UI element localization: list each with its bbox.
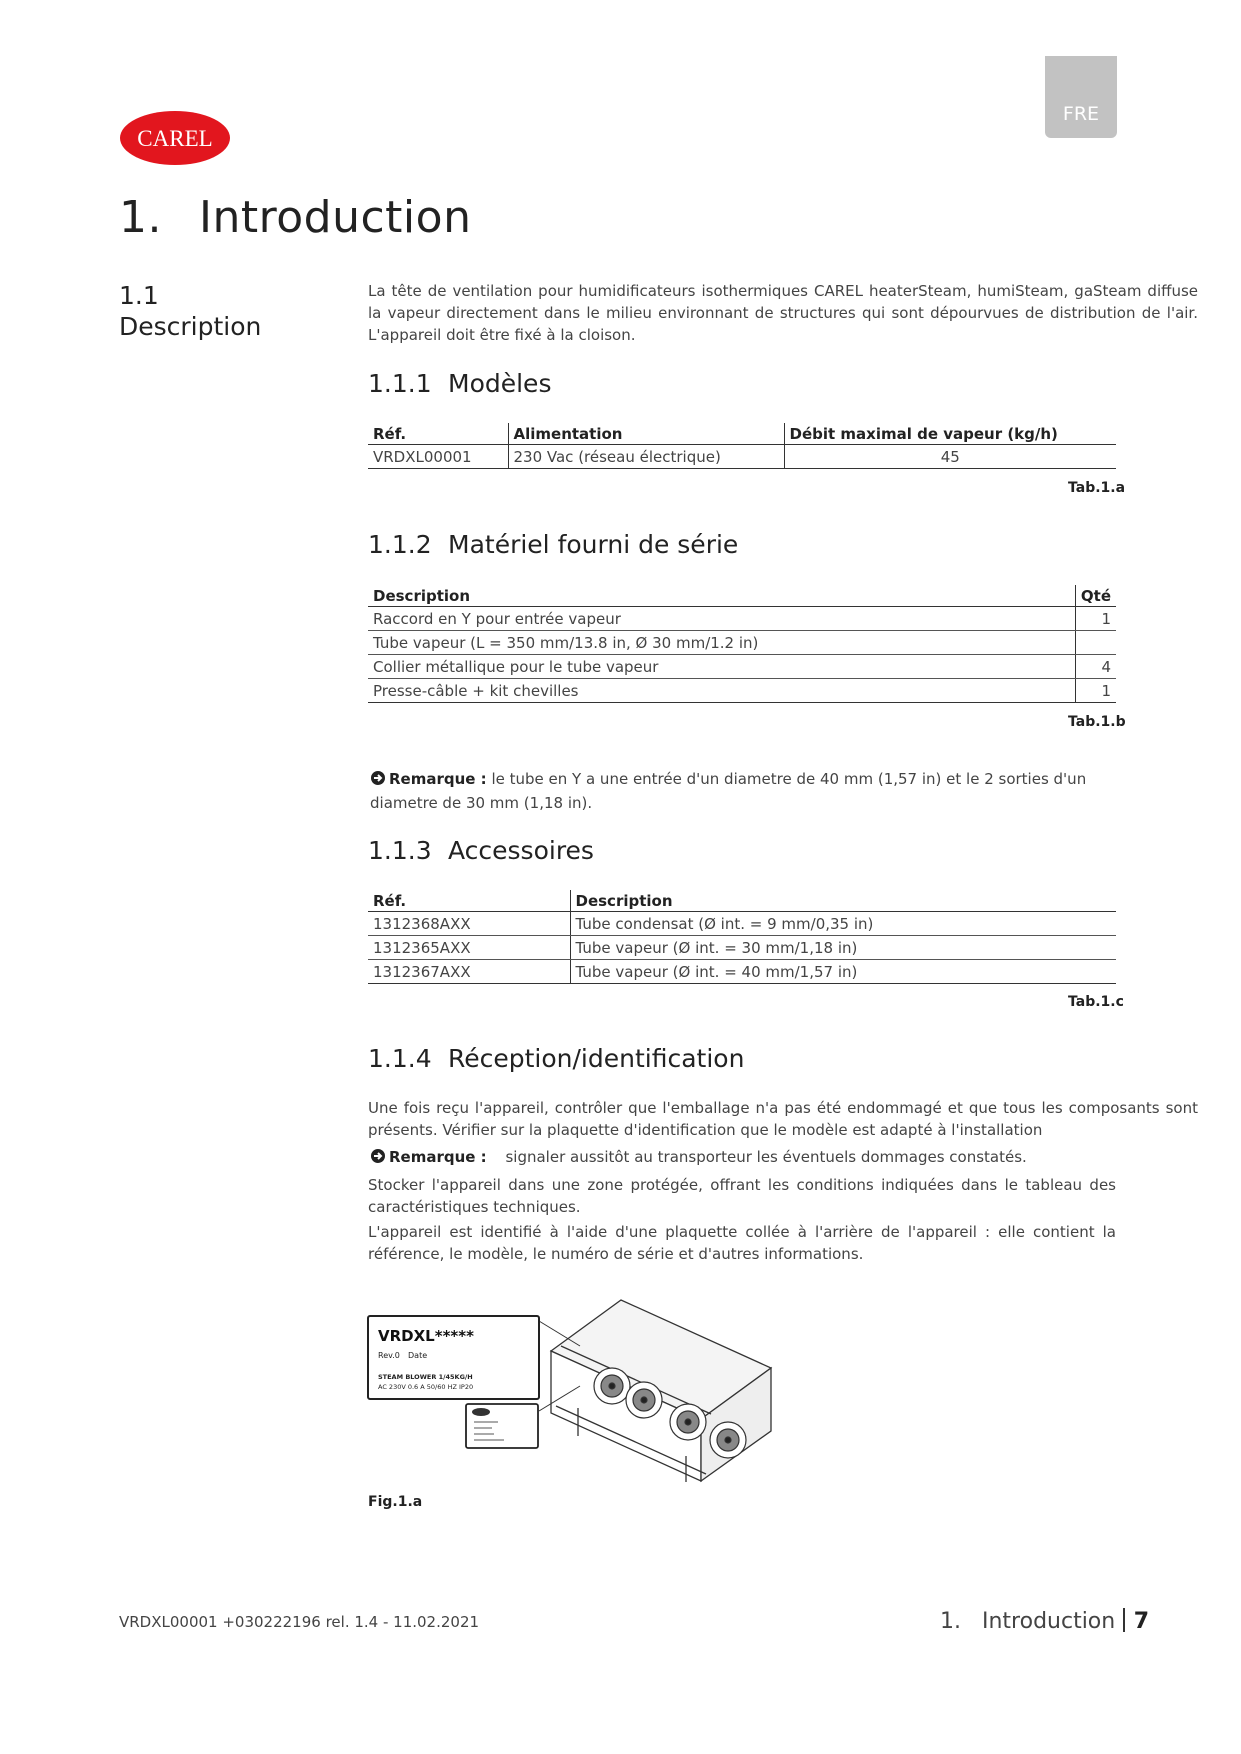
table-header: Description [368,585,1075,607]
section-heading-1-1 [119,280,261,342]
table-header: Réf. [368,423,508,445]
table-cell: VRDXL00001 [368,445,508,469]
table-header: Réf. [368,890,570,912]
table-row [368,936,1116,960]
table-cell [1075,631,1116,655]
table-cell: Tube vapeur (L = 350 mm/13.8 in, Ø 30 mm/1.2 in) [368,631,1075,655]
table-cell: Tube vapeur (Ø int. = 30 mm/1,18 in) [570,936,1116,960]
footer-chapter-number: 1. [940,1609,961,1634]
table-cell: Presse-câble + kit chevilles [368,679,1075,703]
remark-block [370,1146,1120,1170]
label-rev: Rev.0 [378,1351,400,1360]
label-line-2: AC 230V 0.6 A 50/60 HZ IP20 [378,1383,474,1391]
table-cell: 45 [784,445,1116,469]
models-table [368,423,1116,469]
table-cell: 230 Vac (réseau électrique) [508,445,784,469]
section-number: 1.1 [119,281,159,310]
label-line-1: STEAM BLOWER 1/45KG/H [378,1373,473,1381]
accessories-table [368,890,1116,984]
table-header-row [368,585,1116,607]
table-row [368,679,1116,703]
table-row [368,631,1116,655]
chapter-title [119,192,471,243]
table-row [368,960,1116,984]
remark-label: Remarque : [389,1148,487,1166]
remark-text: signaler aussitôt au transporteur les éventuels dommages constatés. [505,1148,1027,1166]
label-date: Date [408,1351,428,1360]
table-header-row [368,890,1116,912]
table-header: Qté [1075,585,1116,607]
arrow-circle-icon [370,1148,386,1170]
label-model: VRDXL***** [378,1327,474,1345]
table-cell: 1 [1075,607,1116,631]
table-cell: Raccord en Y pour entrée vapeur [368,607,1075,631]
table-cell: Tube condensat (Ø int. = 9 mm/0,35 in) [570,912,1116,936]
subsection-heading-accessories: 1.1.3 Accessoires [368,836,594,865]
table-cell: 1312367AXX [368,960,570,984]
table-header: Description [570,890,1116,912]
logo-text: CAREL [137,126,213,151]
table-row [368,445,1116,469]
table-row [368,607,1116,631]
table-header: Débit maximal de vapeur (kg/h) [784,423,1116,445]
footer-divider [1123,1608,1125,1632]
table-header-row [368,423,1116,445]
subsection-heading-supplied-material: 1.1.2 Matériel fourni de série [368,530,739,559]
chapter-number: 1. [119,192,162,243]
language-label: FRE [1062,103,1100,125]
table-reference: Tab.1.a [1068,480,1126,496]
supplied-material-table [368,585,1116,703]
table-reference: Tab.1.c [1068,994,1124,1010]
storage-paragraph: Stocker l'appareil dans une zone protégée, offrant les conditions indiquées dans le tableau des caractéristiques techniques. [368,1176,1116,1216]
table-row [368,912,1116,936]
reception-paragraph: Une fois reçu l'appareil, contrôler que l'emballage n'a pas été endommagé et que tous les composants sont présents. Vérifier sur la plaquette d'identification que le modèle est adapté à l'installation [368,1099,1198,1139]
carel-logo [119,110,231,170]
page-footer [940,1608,1149,1634]
section-title: Description [119,312,262,341]
remark-text: le tube en Y a une entrée d'un diametre de 40 mm (1,57 in) et le 2 sorties d'un diametre de 30 mm (1,18 in). [370,770,1087,812]
remark-block [370,768,1120,814]
footer-chapter-title: Introduction [981,1609,1116,1634]
table-cell: Tube vapeur (Ø int. = 40 mm/1,57 in) [570,960,1116,984]
table-row [368,655,1116,679]
page-number: 7 [1133,1609,1150,1634]
table-cell: 1312368AXX [368,912,570,936]
chapter-name: Introduction [199,192,472,243]
arrow-circle-icon [370,770,386,792]
table-cell: 1 [1075,679,1116,703]
table-cell: 1312365AXX [368,936,570,960]
remark-label: Remarque : [389,770,487,788]
document-code: VRDXL00001 +030222196 rel. 1.4 - 11.02.2021 [119,1613,480,1631]
figure-caption: Fig.1.a [368,1494,423,1510]
table-cell: Collier métallique pour le tube vapeur [368,655,1075,679]
table-reference: Tab.1.b [1068,714,1126,730]
table-cell: 4 [1075,655,1116,679]
language-tab [1045,56,1117,138]
identification-figure [366,1296,836,1491]
table-header: Alimentation [508,423,784,445]
subsection-heading-models: 1.1.1 Modèles [368,369,552,398]
subsection-heading-reception: 1.1.4 Réception/identification [368,1044,745,1073]
identification-paragraph: L'appareil est identifié à l'aide d'une plaquette collée à l'arrière de l'appareil : elle contient la référence, le modèle, le numéro de série et d'autres informations. [368,1223,1116,1263]
description-paragraph: La tête de ventilation pour humidificateurs isothermiques CAREL heaterSteam, humiSteam, gaSteam diffuse la vapeur directement dans le milieu environnant de structures qui sont dépourvues de distribution de l'air. L'appareil doit être fixé à la cloison. [368,282,1198,344]
